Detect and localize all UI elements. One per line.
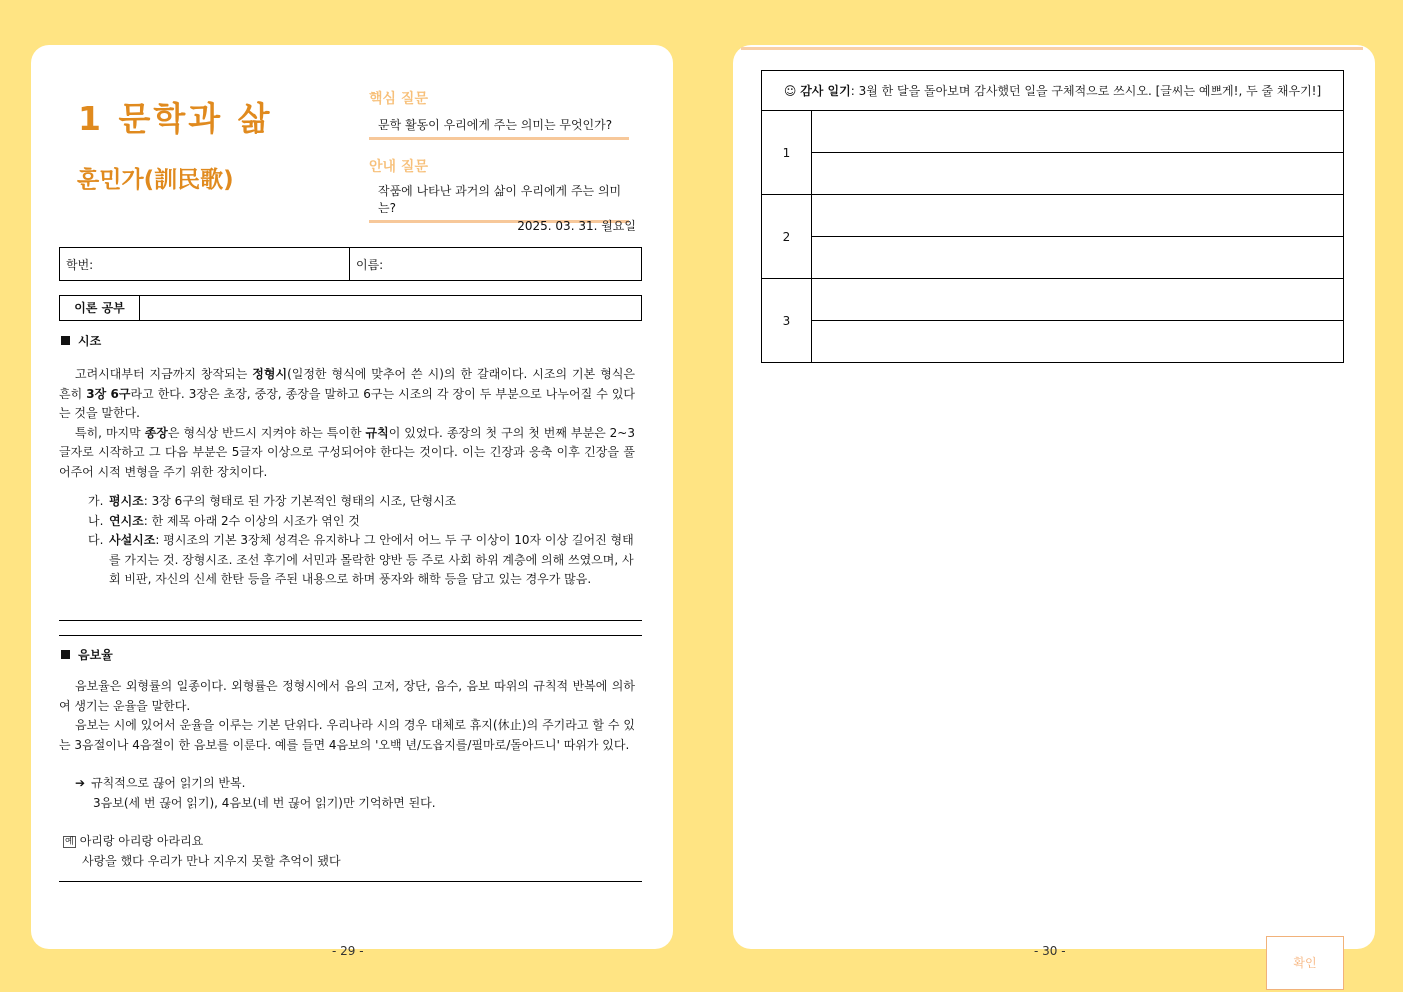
smiley-icon: ☺	[783, 84, 797, 98]
chapter-title: 1 문학과 삶	[78, 99, 273, 138]
guide-question-label: 안내 질문	[369, 159, 428, 175]
row-number: 2	[762, 195, 812, 279]
date: 2025. 03. 31. 월요일	[517, 219, 636, 233]
page-number-29: - 29 -	[332, 944, 364, 958]
student-info-table	[59, 247, 642, 281]
list-item: 가. 평시조: 3장 6구의 형태로 된 가장 기본적인 형태의 시조, 단형시조	[88, 494, 457, 508]
divider	[59, 635, 642, 636]
example-block: 예 아리랑 아리랑 아라리요 사랑을 했다 우리가 만나 지우지 못할 추억이 됐다	[65, 834, 341, 868]
square-bullet-icon	[61, 650, 70, 659]
page-number-30: - 30 -	[1034, 944, 1066, 958]
writing-line[interactable]	[812, 321, 1344, 363]
list-item: 다. 사설시조: 평시조의 기본 3장체 성격은 유지하나 그 안에서 어느 두 구 이상이 10자 이상 길어진 형태를 가지는 것. 장형시조. 조선 후기에 서민과 몰락한 양반 등 주로 사회 하위 계층에 의해 쓰였으며, 사회 비판, 자신의 신세 한탄 등을 주된 내용으로 하며 풍자와 해학 등을 담고 있는 경우가 많음.	[88, 533, 634, 586]
divider	[59, 620, 642, 621]
row-number: 3	[762, 279, 812, 363]
writing-line[interactable]	[812, 279, 1344, 321]
writing-line[interactable]	[812, 111, 1344, 153]
gratitude-label: 감사 일기	[800, 84, 851, 98]
guide-question-text: 작품에 나타난 과거의 삶이 우리에게 주는 의미는?	[369, 182, 629, 223]
gratitude-header	[762, 71, 1344, 111]
divider	[59, 881, 642, 882]
page-30	[733, 45, 1375, 949]
confirm-button[interactable]: 확인	[1266, 936, 1344, 990]
writing-line[interactable]	[812, 195, 1344, 237]
page-29	[31, 45, 673, 949]
sijo-paragraph-2: 특히, 마지막 종장은 형식상 반드시 지켜야 하는 특이한 규칙이 있었다. 종장의 첫 구의 첫 번째 부분은 2~3글자로 시작하고 그 다음 부분은 5글자 이상으로 구성되어야 한다는 것이다. 이는 긴장과 응축 이후 긴장을 풀어주어 시적 변형을 주기 위한 장치이다.	[59, 425, 635, 479]
example-mark-icon: 예	[65, 837, 74, 847]
arrow-icon: ➔	[75, 776, 86, 790]
section-heading-sijo: 시조	[61, 332, 101, 349]
core-question-label: 핵심 질문	[369, 91, 428, 107]
name-field[interactable]: 이름:	[356, 258, 384, 272]
student-id-field[interactable]: 학번:	[60, 248, 350, 280]
sijo-paragraph-1: 고려시대부터 지금까지 창작되는 정형시(일정한 형식에 맞추어 쓴 시)의 한 갈래이다. 시조의 기본 형식은 흔히 3장 6구라고 한다. 3장은 초장, 중장, 종장을 말하고 6구는 시조의 각 장이 두 부분으로 나누어질 수 있다는 것을 말한다.	[59, 367, 636, 420]
writing-line[interactable]	[812, 153, 1344, 195]
row-number: 1	[762, 111, 812, 195]
work-title: 훈민가(訓民歌)	[77, 167, 234, 193]
eumbo-paragraphs	[59, 677, 635, 755]
square-bullet-icon	[61, 336, 70, 345]
eumbo-paragraph-2: 음보는 시에 있어서 운율을 이루는 기본 단위다. 우리나라 시의 경우 대체로 휴지(休止)의 주기라고 할 수 있는 3음절이나 4음절이 한 음보를 이룬다. 예를 들면 4음보의 '오백 년/도읍지를/필마로/돌아드니' 따위가 있다.	[59, 718, 635, 752]
theory-bar	[59, 295, 642, 321]
eumbo-summary: ➔ 규칙적으로 끊어 읽기의 반복. 3음보(세 번 끊어 읽기), 4음보(네 번 끊어 읽기)만 기억하면 된다.	[75, 776, 436, 810]
top-rule	[741, 47, 1363, 50]
eumbo-paragraph-1: 음보율은 외형률의 일종이다. 외형률은 정형시에서 음의 고저, 장단, 음수, 음보 따위의 규칙적 반복에 의하여 생기는 운율을 말한다.	[59, 679, 635, 713]
sijo-paragraphs	[59, 365, 635, 482]
sijo-types-list	[88, 492, 636, 590]
section-heading-eumbo: 음보율	[61, 646, 113, 663]
core-question-text: 문학 활동이 우리에게 주는 의미는 무엇인가?	[369, 116, 629, 140]
list-item: 나. 연시조: 한 제목 아래 2수 이상의 시조가 엮인 것	[88, 513, 360, 528]
gratitude-diary-table	[761, 70, 1344, 363]
writing-line[interactable]	[812, 237, 1344, 279]
theory-label: 이론 공부	[60, 296, 140, 320]
gratitude-instruction: : 3월 한 달을 돌아보며 감사했던 일을 구체적으로 쓰시오. [글씨는 예쁘게!, 두 줄 채우기!]	[850, 84, 1322, 98]
